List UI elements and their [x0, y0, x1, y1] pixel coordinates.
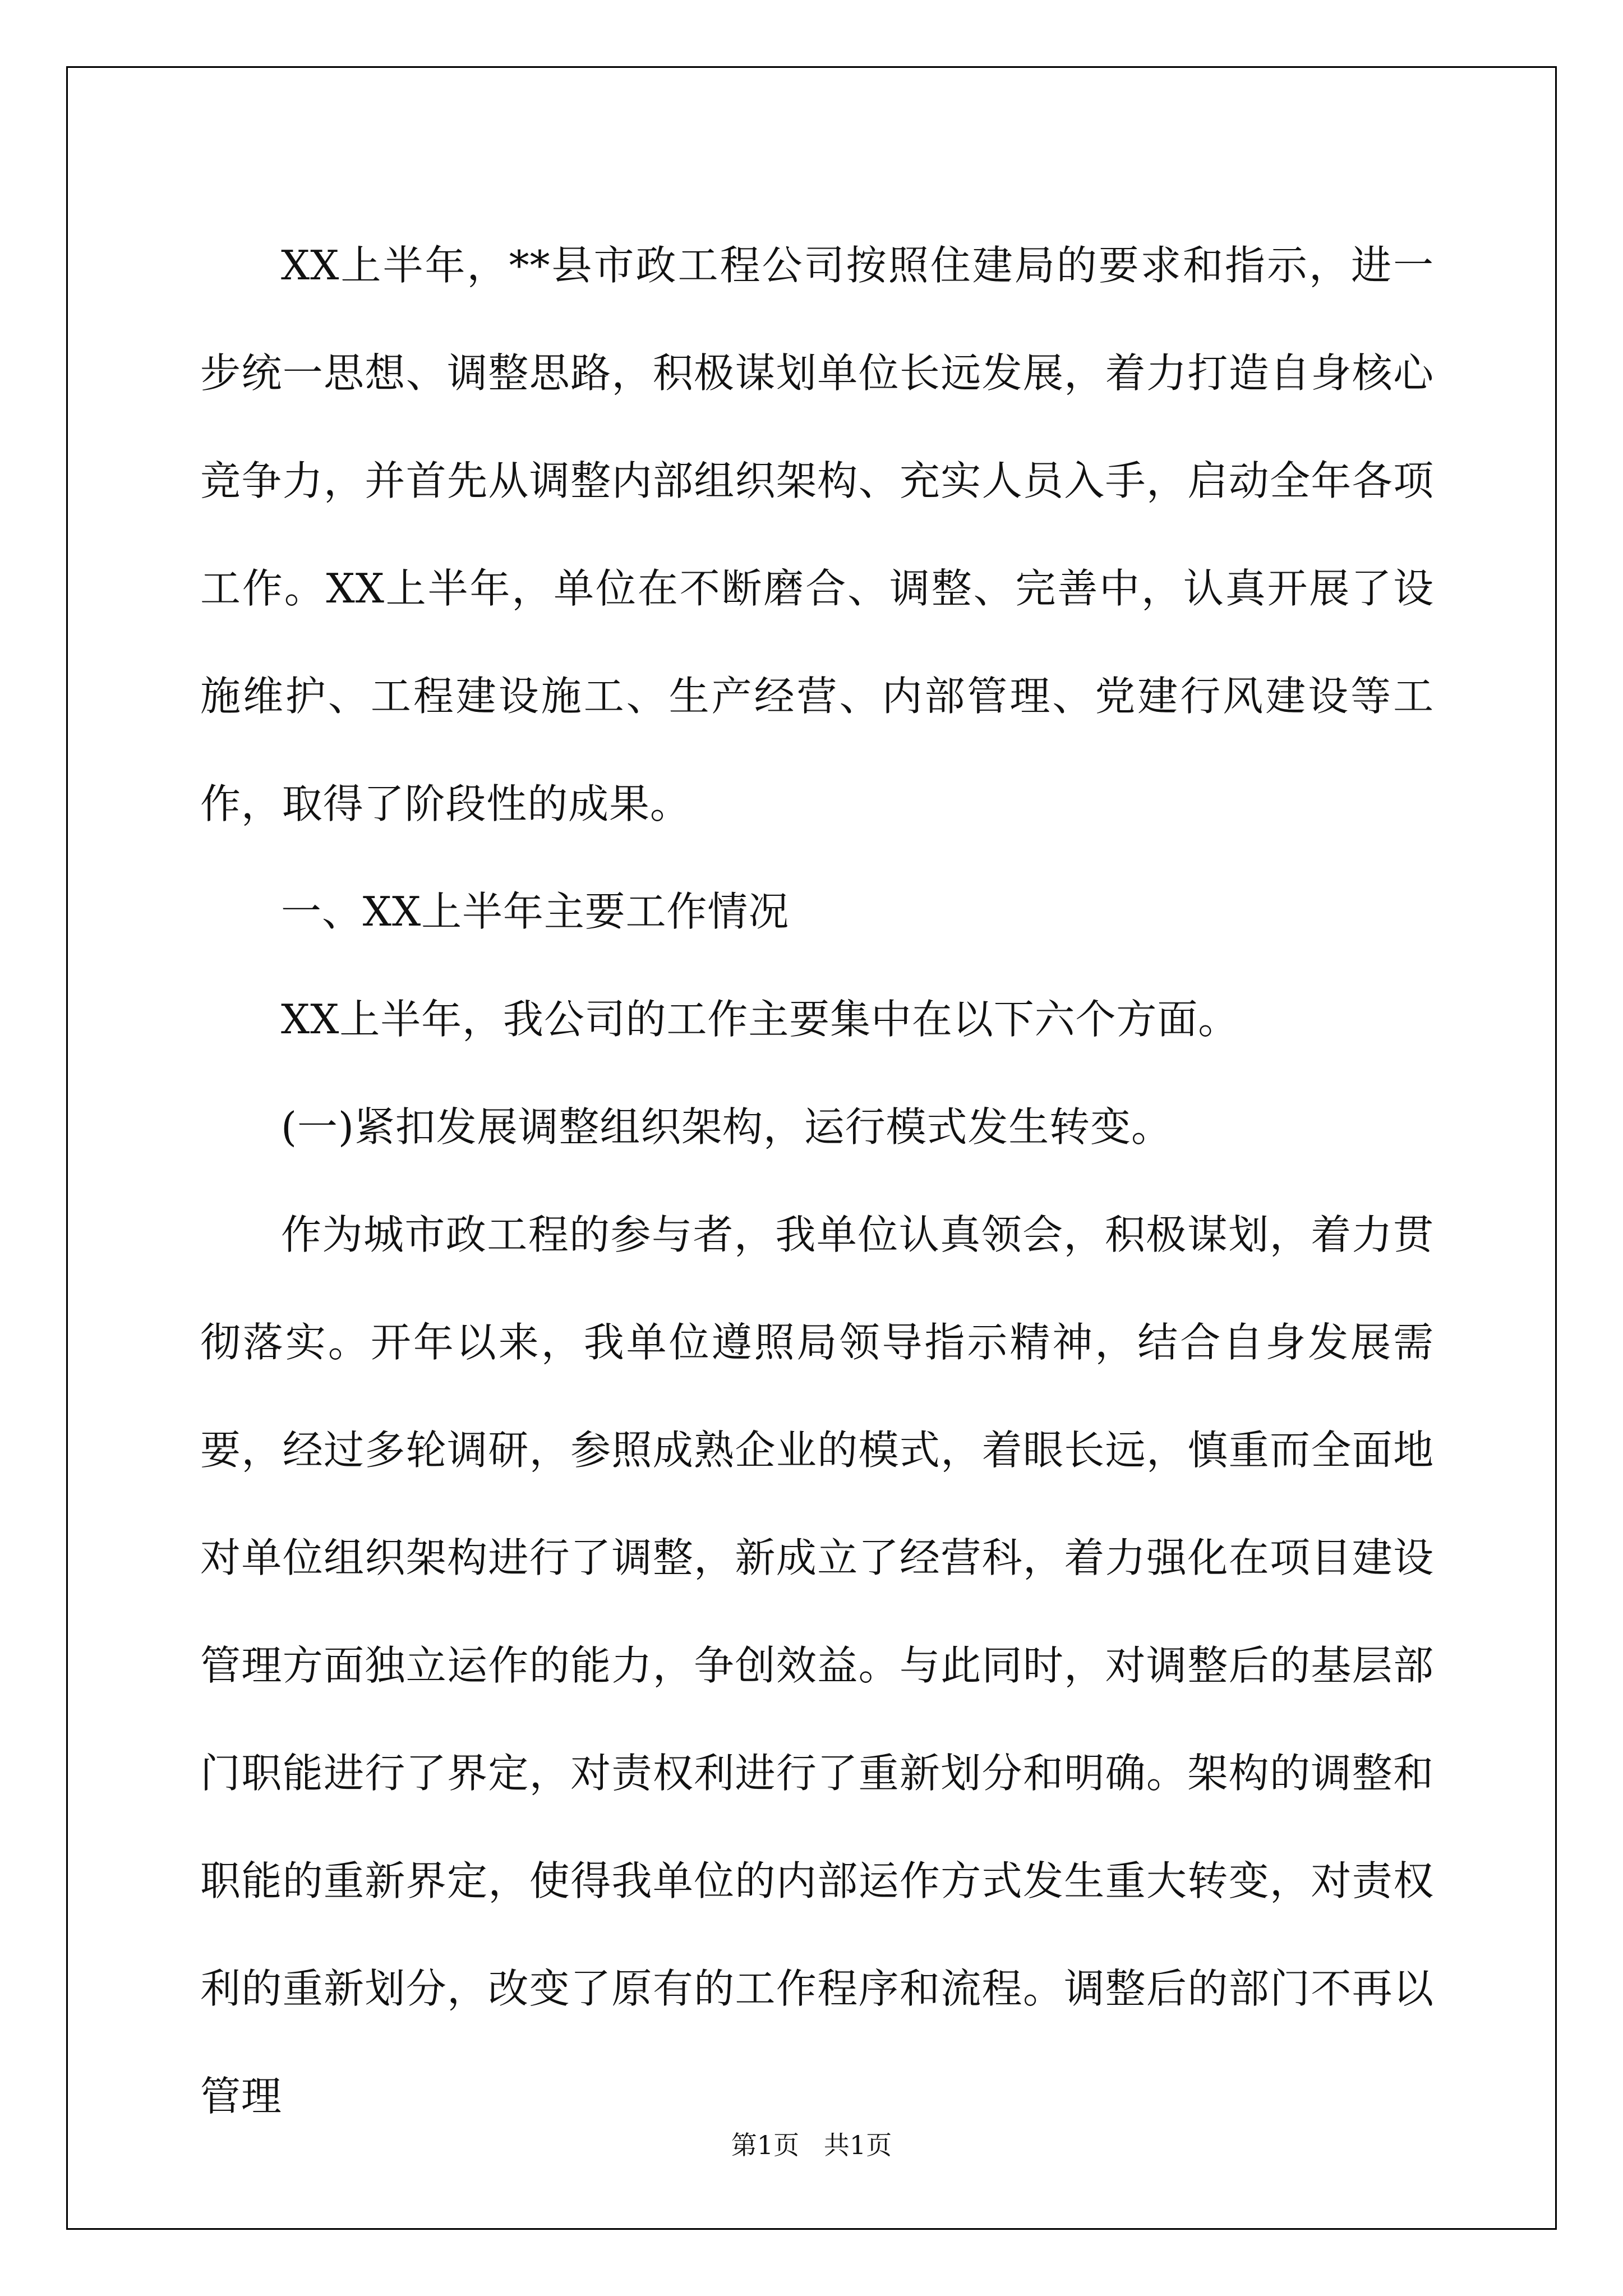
- paragraph-body: 作为城市政工程的参与者，我单位认真领会，积极谋划，着力贯彻落实。开年以来，我单位遵照局领导指示精神，结合自身发展需要，经过多轮调研，参照成熟企业的模式，着眼长远，慎重而全面地对单位组织架构进行了调整，新成立了经营科，着力强化在项目建设管理方面独立运作的能力，争创效益。与此同时，对调整后的基层部门职能进行了界定，对责权利进行了重新划分和明确。架构的调整和职能的重新界定，使得我单位的内部运作方式发生重大转变，对责权利的重新划分，改变了原有的工作程序和流程。调整后的部门不再以管理: [200, 1211, 1434, 2120]
- subsection-heading: (一)紧扣发展调整组织架构，运行模式发生转变。: [281, 1103, 1172, 1151]
- paragraph-summary: XX上半年，我公司的工作主要集中在以下六个方面。: [281, 996, 1239, 1043]
- section-heading: 一、XX上半年主要工作情况: [281, 888, 790, 935]
- paragraph-intro: XX上半年，**县市政工程公司按照住建局的要求和指示，进一步统一思想、调整思路，积极谋划单位长远发展，着力打造自身核心竞争力，并首先从调整内部组织架构、充实人员入手，启动全年各项工作。XX上半年，单位在不断磨合、调整、完善中，认真开展了设施维护、工程建设施工、生产经营、内部管理、党建行风建设等工作，取得了阶段性的成果。: [200, 242, 1434, 827]
- page-number: 第1页 共1页: [731, 2130, 892, 2160]
- document-body: [200, 211, 1434, 2150]
